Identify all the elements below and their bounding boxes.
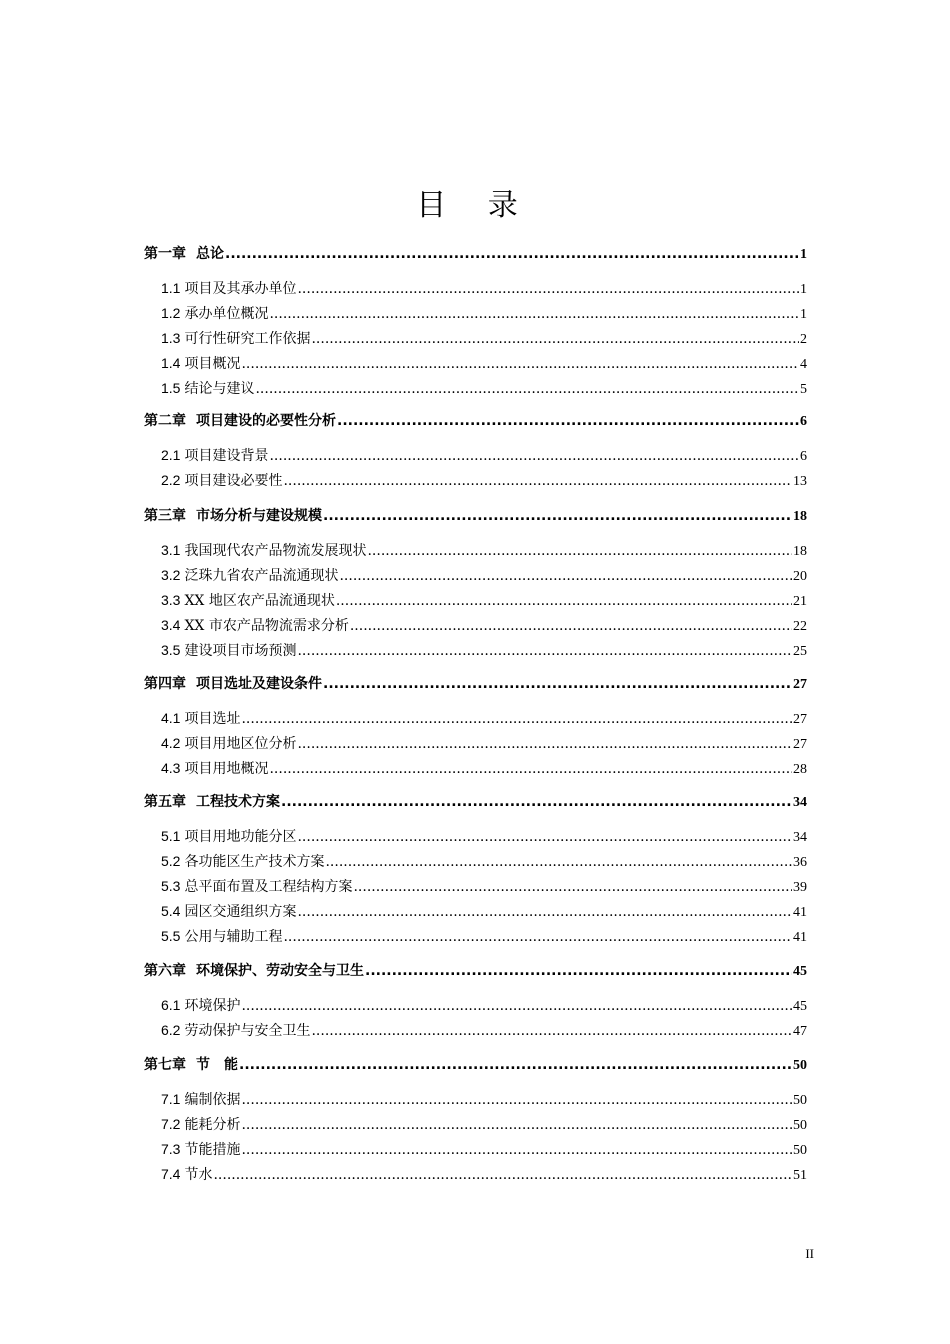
leader-dots bbox=[255, 378, 799, 400]
section-page-number: 50 bbox=[793, 1118, 807, 1133]
chapter-page-number: 45 bbox=[793, 964, 807, 979]
toc-chapter-entry[interactable] bbox=[144, 243, 807, 265]
section-number: 1.2 bbox=[161, 305, 181, 321]
leader-dots bbox=[297, 640, 792, 662]
section-title: 项目用地概况 bbox=[184, 761, 269, 777]
footer-page-number: II bbox=[805, 1246, 814, 1261]
leader-dots bbox=[336, 590, 792, 612]
chapter-page-number: 18 bbox=[793, 509, 807, 524]
toc-section-entry[interactable] bbox=[161, 850, 807, 872]
toc-section-entry[interactable] bbox=[161, 1113, 807, 1135]
toc-section-entry[interactable] bbox=[161, 469, 807, 491]
chapter-title: 总论 bbox=[196, 246, 224, 262]
toc-section-entry[interactable] bbox=[161, 1163, 807, 1185]
chapter-title: 环境保护、劳动安全与卫生 bbox=[196, 963, 364, 979]
section-page-number: 4 bbox=[800, 357, 807, 372]
leader-dots bbox=[269, 303, 799, 325]
leader-dots bbox=[311, 1020, 792, 1042]
chapter-number: 第六章 bbox=[144, 963, 186, 979]
section-title: 结论与建议 bbox=[184, 381, 255, 397]
section-number: 1.4 bbox=[161, 355, 181, 371]
section-title: 建设项目市场预测 bbox=[184, 643, 297, 659]
toc-section-entry[interactable] bbox=[161, 589, 807, 611]
toc-chapter-entry[interactable] bbox=[144, 673, 807, 695]
section-page-number: 27 bbox=[793, 712, 807, 727]
section-number: 3.3 bbox=[161, 592, 181, 608]
toc-chapter-entry[interactable] bbox=[144, 791, 807, 813]
section-title: 项目概况 bbox=[184, 356, 241, 372]
leader-dots bbox=[367, 540, 792, 562]
section-page-number: 27 bbox=[793, 737, 807, 752]
toc-section-entry[interactable] bbox=[161, 639, 807, 661]
section-page-number: 41 bbox=[793, 905, 807, 920]
section-page-number: 2 bbox=[800, 332, 807, 347]
section-page-number: 50 bbox=[793, 1093, 807, 1108]
leader-dots bbox=[239, 1054, 792, 1076]
section-number: 7.4 bbox=[161, 1166, 181, 1182]
section-page-number: 50 bbox=[793, 1143, 807, 1158]
toc-section-entry[interactable] bbox=[161, 1019, 807, 1041]
toc-section-entry[interactable] bbox=[161, 352, 807, 374]
section-page-number: 41 bbox=[793, 930, 807, 945]
chapter-title: 市场分析与建设规模 bbox=[196, 508, 322, 524]
toc-chapter-entry[interactable] bbox=[144, 505, 807, 527]
toc-section-entry[interactable] bbox=[161, 444, 807, 466]
section-number: 6.2 bbox=[161, 1022, 181, 1038]
section-number: 2.2 bbox=[161, 472, 181, 488]
leader-dots bbox=[337, 410, 799, 432]
section-title: 项目建设必要性 bbox=[184, 473, 283, 489]
leader-dots bbox=[297, 733, 792, 755]
chapter-number: 第五章 bbox=[144, 794, 186, 810]
toc-section-entry[interactable] bbox=[161, 825, 807, 847]
section-title: 节水 bbox=[184, 1167, 213, 1183]
section-page-number: 47 bbox=[793, 1024, 807, 1039]
chapter-number: 第二章 bbox=[144, 413, 186, 429]
section-number: 4.1 bbox=[161, 710, 181, 726]
toc-section-entry[interactable] bbox=[161, 875, 807, 897]
section-number: 3.4 bbox=[161, 617, 181, 633]
toc-section-entry[interactable] bbox=[161, 757, 807, 779]
leader-dots bbox=[297, 901, 792, 923]
section-page-number: 18 bbox=[793, 544, 807, 559]
chapter-title: 工程技术方案 bbox=[196, 794, 280, 810]
toc-section-entry[interactable] bbox=[161, 925, 807, 947]
toc-section-entry[interactable] bbox=[161, 327, 807, 349]
section-title: 承办单位概况 bbox=[184, 306, 269, 322]
section-title: 节能措施 bbox=[184, 1142, 241, 1158]
toc-section-entry[interactable] bbox=[161, 732, 807, 754]
section-page-number: 21 bbox=[793, 594, 807, 609]
toc-section-entry[interactable] bbox=[161, 539, 807, 561]
section-title: 能耗分析 bbox=[184, 1117, 241, 1133]
chapter-page-number: 27 bbox=[793, 677, 807, 692]
toc-chapter-entry[interactable] bbox=[144, 1054, 807, 1076]
section-page-number: 1 bbox=[800, 307, 807, 322]
toc-section-entry[interactable] bbox=[161, 614, 807, 636]
section-title: 可行性研究工作依据 bbox=[184, 331, 311, 347]
section-title: 编制依据 bbox=[184, 1092, 241, 1108]
leader-dots bbox=[241, 1089, 792, 1111]
leader-dots bbox=[323, 505, 792, 527]
section-page-number: 1 bbox=[800, 282, 807, 297]
chapter-title: 节 能 bbox=[196, 1057, 238, 1073]
leader-dots bbox=[269, 445, 799, 467]
section-page-number: 25 bbox=[793, 644, 807, 659]
leader-dots bbox=[353, 876, 792, 898]
toc-section-entry[interactable] bbox=[161, 707, 807, 729]
toc-section-entry[interactable] bbox=[161, 1088, 807, 1110]
section-title: XX 市农产品物流需求分析 bbox=[184, 618, 349, 634]
leader-dots bbox=[225, 243, 799, 265]
section-page-number: 36 bbox=[793, 855, 807, 870]
section-title: 各功能区生产技术方案 bbox=[184, 854, 325, 870]
section-number: 3.5 bbox=[161, 642, 181, 658]
leader-dots bbox=[297, 826, 792, 848]
section-number: 3.2 bbox=[161, 567, 181, 583]
section-number: 5.3 bbox=[161, 878, 181, 894]
chapter-page-number: 34 bbox=[793, 795, 807, 810]
chapter-title: 项目建设的必要性分析 bbox=[196, 413, 336, 429]
leader-dots bbox=[241, 353, 799, 375]
section-page-number: 13 bbox=[793, 474, 807, 489]
toc-section-entry[interactable] bbox=[161, 1138, 807, 1160]
leader-dots bbox=[350, 615, 792, 637]
section-number: 2.1 bbox=[161, 447, 181, 463]
toc-section-entry[interactable] bbox=[161, 994, 807, 1016]
section-title: 园区交通组织方案 bbox=[184, 904, 297, 920]
section-number: 6.1 bbox=[161, 997, 181, 1013]
section-number: 1.5 bbox=[161, 380, 181, 396]
leader-dots bbox=[241, 995, 792, 1017]
leader-dots bbox=[213, 1164, 792, 1186]
section-number: 1.3 bbox=[161, 330, 181, 346]
leader-dots bbox=[323, 673, 792, 695]
section-number: 5.2 bbox=[161, 853, 181, 869]
section-number: 5.4 bbox=[161, 903, 181, 919]
section-page-number: 5 bbox=[800, 382, 807, 397]
toc-section-entry[interactable] bbox=[161, 302, 807, 324]
section-number: 5.1 bbox=[161, 828, 181, 844]
section-title: 环境保护 bbox=[184, 998, 241, 1014]
chapter-page-number: 50 bbox=[793, 1058, 807, 1073]
chapter-title: 项目选址及建设条件 bbox=[196, 676, 322, 692]
section-number: 4.3 bbox=[161, 760, 181, 776]
leader-dots bbox=[269, 758, 792, 780]
section-title: 项目用地功能分区 bbox=[184, 829, 297, 845]
leader-dots bbox=[311, 328, 799, 350]
leader-dots bbox=[283, 926, 792, 948]
section-page-number: 6 bbox=[800, 449, 807, 464]
section-title: 总平面布置及工程结构方案 bbox=[184, 879, 353, 895]
section-title: 公用与辅助工程 bbox=[184, 929, 283, 945]
chapter-number: 第七章 bbox=[144, 1057, 186, 1073]
section-title: 项目建设背景 bbox=[184, 448, 269, 464]
chapter-number: 第三章 bbox=[144, 508, 186, 524]
leader-dots bbox=[241, 1139, 792, 1161]
section-title: XX 地区农产品流通现状 bbox=[184, 593, 335, 609]
section-page-number: 39 bbox=[793, 880, 807, 895]
toc-section-entry[interactable] bbox=[161, 377, 807, 399]
section-page-number: 20 bbox=[793, 569, 807, 584]
leader-dots bbox=[297, 278, 799, 300]
leader-dots bbox=[241, 708, 792, 730]
section-page-number: 45 bbox=[793, 999, 807, 1014]
leader-dots bbox=[365, 960, 792, 982]
section-number: 1.1 bbox=[161, 280, 181, 296]
section-number: 3.1 bbox=[161, 542, 181, 558]
section-title: 项目选址 bbox=[184, 711, 241, 727]
chapter-number: 第一章 bbox=[144, 246, 186, 262]
leader-dots bbox=[283, 470, 792, 492]
leader-dots bbox=[339, 565, 792, 587]
section-title: 泛珠九省农产品流通现状 bbox=[184, 568, 339, 584]
section-page-number: 34 bbox=[793, 830, 807, 845]
section-number: 5.5 bbox=[161, 928, 181, 944]
chapter-page-number: 6 bbox=[800, 414, 807, 429]
toc-section-entry[interactable] bbox=[161, 277, 807, 299]
section-title: 项目用地区位分析 bbox=[184, 736, 297, 752]
toc-chapter-entry[interactable] bbox=[144, 410, 807, 432]
leader-dots bbox=[281, 791, 792, 813]
section-number: 4.2 bbox=[161, 735, 181, 751]
section-title: 我国现代农产品物流发展现状 bbox=[184, 543, 367, 559]
toc-section-entry[interactable] bbox=[161, 564, 807, 586]
section-page-number: 22 bbox=[793, 619, 807, 634]
toc-section-entry[interactable] bbox=[161, 900, 807, 922]
toc-chapter-entry[interactable] bbox=[144, 960, 807, 982]
page-title: 目 录 bbox=[416, 188, 534, 223]
leader-dots bbox=[325, 851, 792, 873]
section-page-number: 28 bbox=[793, 762, 807, 777]
chapter-page-number: 1 bbox=[800, 247, 807, 262]
section-number: 7.3 bbox=[161, 1141, 181, 1157]
section-title: 项目及其承办单位 bbox=[184, 281, 297, 297]
leader-dots bbox=[241, 1114, 792, 1136]
section-page-number: 51 bbox=[793, 1168, 807, 1183]
section-number: 7.1 bbox=[161, 1091, 181, 1107]
section-number: 7.2 bbox=[161, 1116, 181, 1132]
chapter-number: 第四章 bbox=[144, 676, 186, 692]
section-title: 劳动保护与安全卫生 bbox=[184, 1023, 311, 1039]
